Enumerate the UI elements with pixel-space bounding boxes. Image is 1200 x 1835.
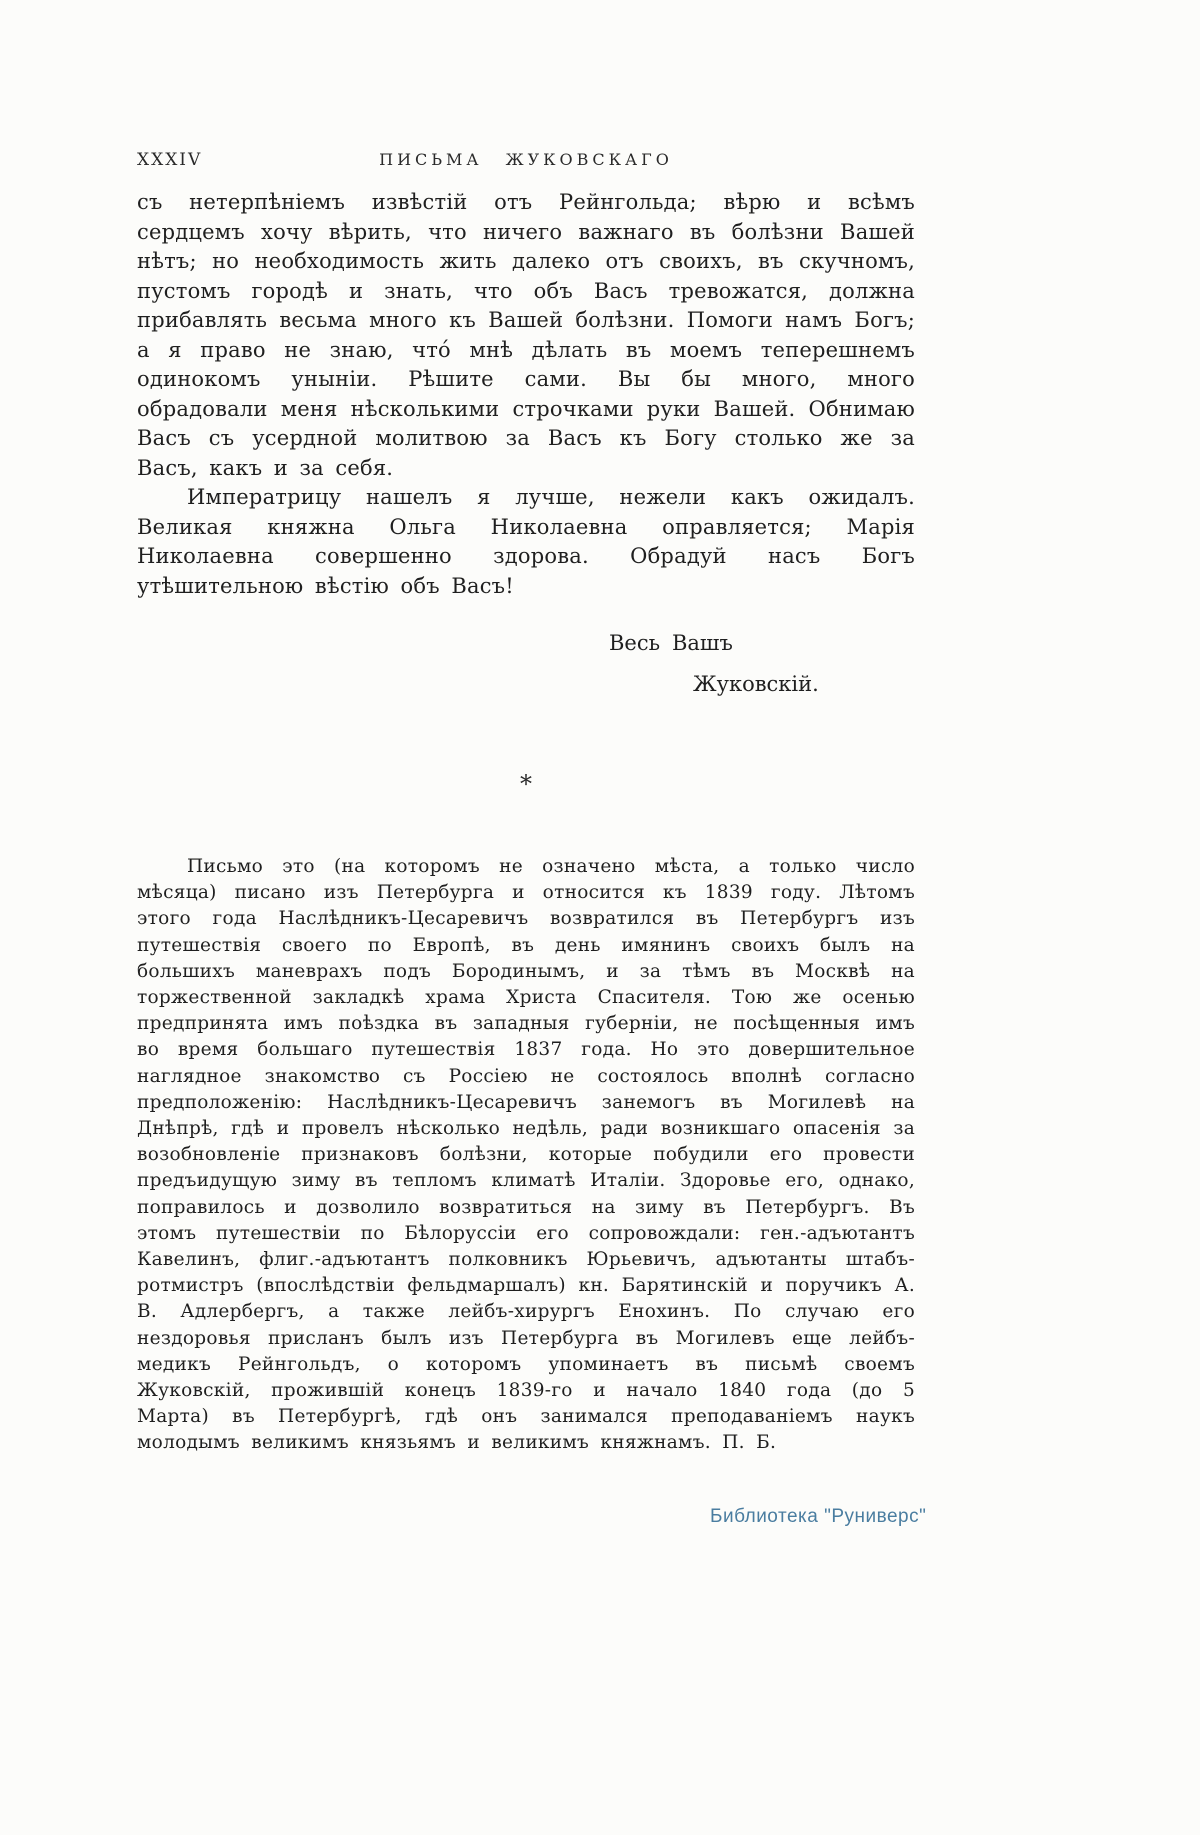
library-watermark: Библиотека "Руниверс"	[710, 1506, 927, 1527]
page-number: XXXIV	[137, 150, 203, 170]
page-header	[137, 146, 915, 180]
section-separator: *	[520, 770, 532, 798]
text-column	[137, 146, 915, 1457]
letter-paragraph: съ нетерпѣніемъ извѣстій отъ Рейнгольда; вѣрю и всѣмъ сердцемъ хочу вѣрить, что ничего важнаго въ болѣзни Вашей нѣтъ; но необходимость жить далеко отъ своихъ, въ скучномъ, пустомъ городѣ и знать, что объ Васъ тревожатся, должна прибавлять весьма много къ Вашей болѣзни. Помоги намъ Богъ; а я право не знаю, что́ мнѣ дѣлать въ моемъ теперешнемъ одинокомъ уныніи. Рѣшите сами. Вы бы много, много обрадовали меня нѣсколькими строчками руки Вашей. Обнимаю Васъ съ усердной молитвою за Васъ къ Богу столько же за Васъ, какъ и за себя.	[137, 190, 915, 480]
letter-closing: Весь Вашъ	[609, 631, 733, 655]
letter-paragraph: Императрицу нашелъ я лучше, нежели какъ ожидалъ. Великая княжна Ольга Николаевна оправляется; Марія Николаевна совершенно здорова. Обрадуй насъ Богъ утѣшительною вѣстію объ Васъ!	[137, 485, 915, 598]
commentary-paragraph: Письмо это (на которомъ не означено мѣста, а только число мѣсяца) писано изъ Петербурга и относится къ 1839 году. Лѣтомъ этого года Наслѣдникъ-Цесаревичъ возвратился въ Петербургъ изъ путешествія своего по Европѣ, въ день имянинъ своихъ былъ на большихъ маневрахъ подъ Бородинымъ, и за тѣмъ въ Москвѣ на торжественной закладкѣ храма Христа Спасителя. Тою же осенью предпринята имъ поѣздка въ западныя губерніи, не посѣщенныя имъ во время большаго путешествія 1837 года. Но это довершительное наглядное знакомство съ Россіею не состоялось вполнѣ согласно предположенію: Наслѣдникъ-Цесаревичъ занемогъ въ Могилевѣ на Днѣпрѣ, гдѣ и провелъ нѣсколько недѣль, ради возникшаго опасенія за возобновленіе признаковъ болѣзни, которые побудили его провести предъидущую зиму въ тепломъ климатѣ Италіи. Здоровье его, однако, поправилось и дозволило возвратиться на зиму въ Петербургъ. Въ этомъ путешествіи по Бѣлоруссіи его сопровождали: ген.-адъютантъ Кавелинъ, флиг.-адъютантъ полковникъ Юрьевичъ, адъютанты штабъ-ротмистръ (впослѣдствіи фельдмаршалъ) кн. Барятинскій и поручикъ А. В. Адлербергъ, а также лейбъ-хирургъ Енохинъ. По случаю его нездоровья присланъ былъ изъ Петербурга въ Могилевъ еще лейбъ-медикъ Рейнгольдъ, о которомъ упоминаетъ въ письмѣ своемъ Жуковскій, прожившій конецъ 1839-го и начало 1840 года (до 5 Марта) въ Петербургѣ, гдѣ онъ занимался преподаваніемъ наукъ молодымъ великимъ князьямъ и великимъ княжнамъ. П. Б.	[137, 856, 915, 1454]
running-title: ПИСЬМА ЖУКОВСКАГО	[379, 150, 673, 169]
letter-body	[137, 188, 915, 696]
letter-signature: Жуковскій.	[693, 672, 819, 696]
